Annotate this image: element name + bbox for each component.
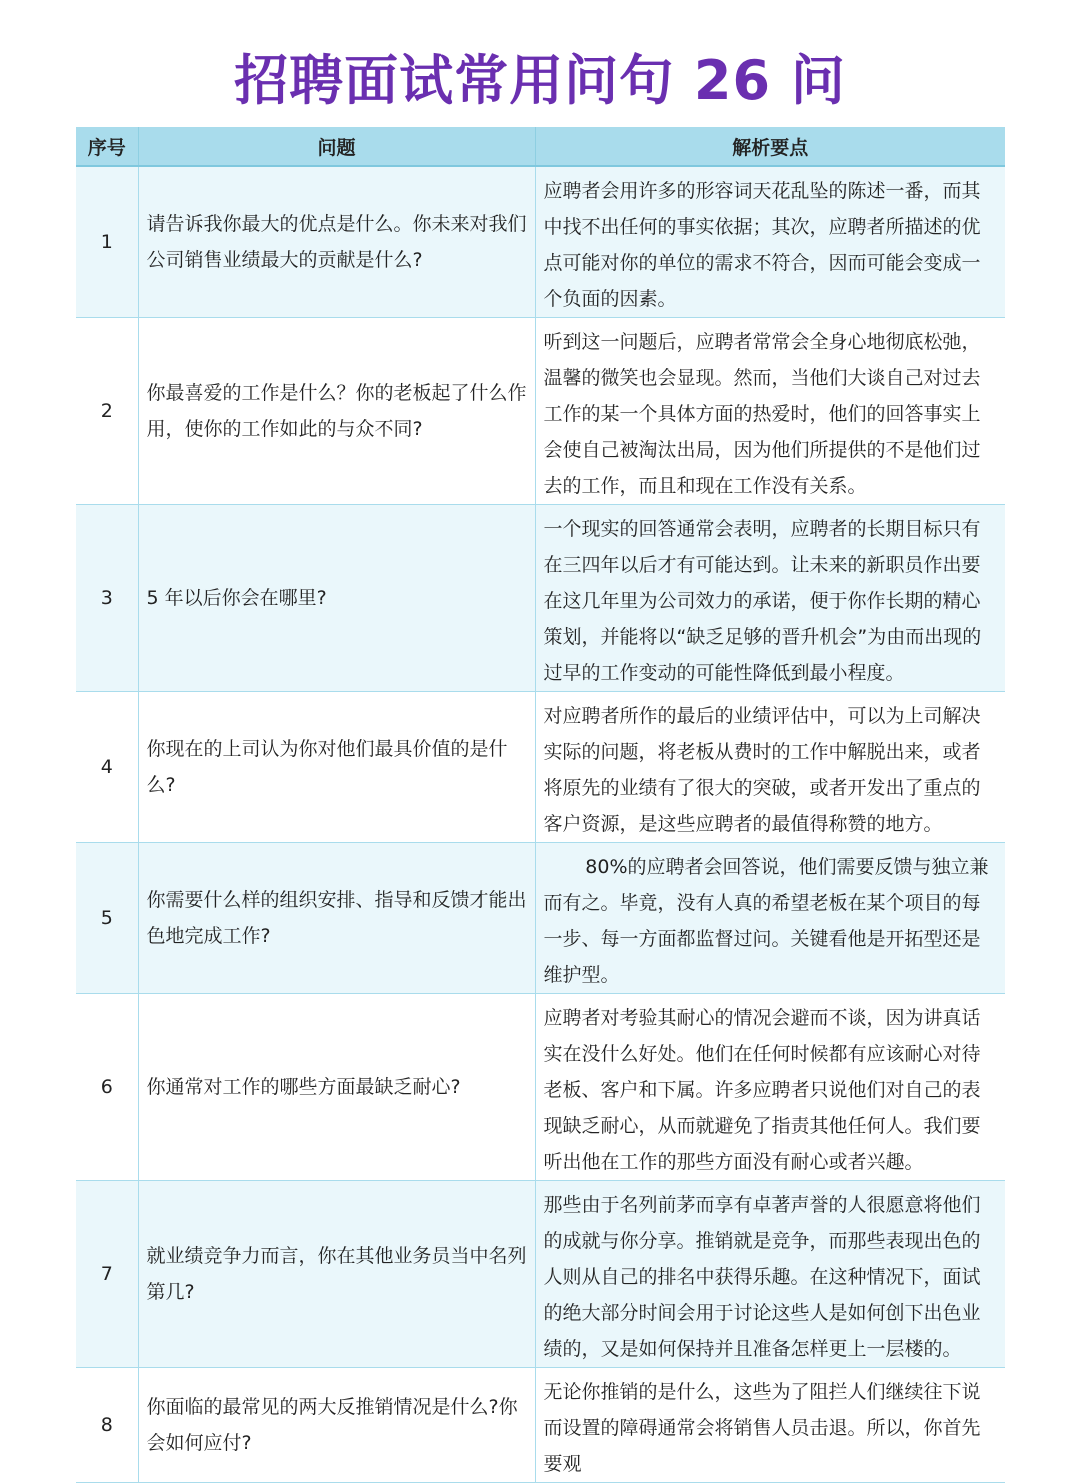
table-row [76,318,1005,505]
table-row [76,692,1005,843]
row-analysis: 80%的应聘者会回答说，他们需要反馈与独立兼而有之。毕竟，没有人真的希望老板在某个项目的每一步、每一方面都监督过问。关键看他是开拓型还是维护型。 [535,843,1005,994]
table-row [76,166,1005,318]
page-title: 招聘面试常用问句 26 问 [234,49,846,112]
row-number: 5 [76,843,138,994]
row-analysis: 那些由于名列前茅而享有卓著声誉的人很愿意将他们的成就与你分享。推销就是竞争，而那些表现出色的人则从自己的排名中获得乐趣。在这种情况下，面试的绝大部分时间会用于讨论这些人是如何创下出色业绩的，又是如何保持并且准备怎样更上一层楼的。 [535,1181,1005,1368]
row-number: 4 [76,692,138,843]
table-row [76,505,1005,692]
row-number: 7 [76,1181,138,1368]
header-question: 问题 [138,127,535,166]
table-row [76,1181,1005,1368]
row-question: 你现在的上司认为你对他们最具价值的是什么? [138,692,535,843]
table-header-row [76,127,1005,166]
row-analysis: 应聘者会用许多的形容词天花乱坠的陈述一番，而其中找不出任何的事实依据；其次，应聘者所描述的优点可能对你的单位的需求不符合，因而可能会变成一个负面的因素。 [535,166,1005,318]
row-question: 就业绩竞争力而言，你在其他业务员当中名列第几? [138,1181,535,1368]
table-row [76,843,1005,994]
header-analysis: 解析要点 [535,127,1005,166]
row-number: 8 [76,1368,138,1483]
header-number: 序号 [76,127,138,166]
row-number: 6 [76,994,138,1181]
row-analysis: 听到这一问题后，应聘者常常会全身心地彻底松弛，温馨的微笑也会显现。然而，当他们大谈自己对过去工作的某一个具体方面的热爱时，他们的回答事实上会使自己被淘汰出局，因为他们所提供的不是他们过去的工作，而且和现在工作没有关系。 [535,318,1005,505]
table-row [76,994,1005,1181]
row-question: 你面临的最常见的两大反推销情况是什么?你会如何应付? [138,1368,535,1483]
row-question: 5 年以后你会在哪里? [138,505,535,692]
row-analysis: 对应聘者所作的最后的业绩评估中，可以为上司解决实际的问题，将老板从费时的工作中解脱出来，或者将原先的业绩有了很大的突破，或者开发出了重点的客户资源，是这些应聘者的最值得称赞的地方。 [535,692,1005,843]
row-number: 3 [76,505,138,692]
row-analysis: 一个现实的回答通常会表明，应聘者的长期目标只有在三四年以后才有可能达到。让未来的新职员作出要在这几年里为公司效力的承诺，便于你作长期的精心策划，并能将以“缺乏足够的晋升机会”为由而出现的过早的工作变动的可能性降低到最小程度。 [535,505,1005,692]
row-analysis: 无论你推销的是什么，这些为了阻拦人们继续往下说而设置的障碍通常会将销售人员击退。所以，你首先要观 [535,1368,1005,1483]
row-question: 你需要什么样的组织安排、指导和反馈才能出色地完成工作? [138,843,535,994]
row-question: 你通常对工作的哪些方面最缺乏耐心? [138,994,535,1181]
row-number: 2 [76,318,138,505]
row-question: 你最喜爱的工作是什么？你的老板起了什么作用，使你的工作如此的与众不同? [138,318,535,505]
row-question: 请告诉我你最大的优点是什么。你未来对我们公司销售业绩最大的贡献是什么? [138,166,535,318]
interview-questions-table [76,127,1005,1483]
row-analysis: 应聘者对考验其耐心的情况会避而不谈，因为讲真话实在没什么好处。他们在任何时候都有应该耐心对待老板、客户和下属。许多应聘者只说他们对自己的表现缺乏耐心，从而就避免了指责其他任何人。我们要听出他在工作的那些方面没有耐心或者兴趣。 [535,994,1005,1181]
table-row [76,1368,1005,1483]
row-number: 1 [76,166,138,318]
